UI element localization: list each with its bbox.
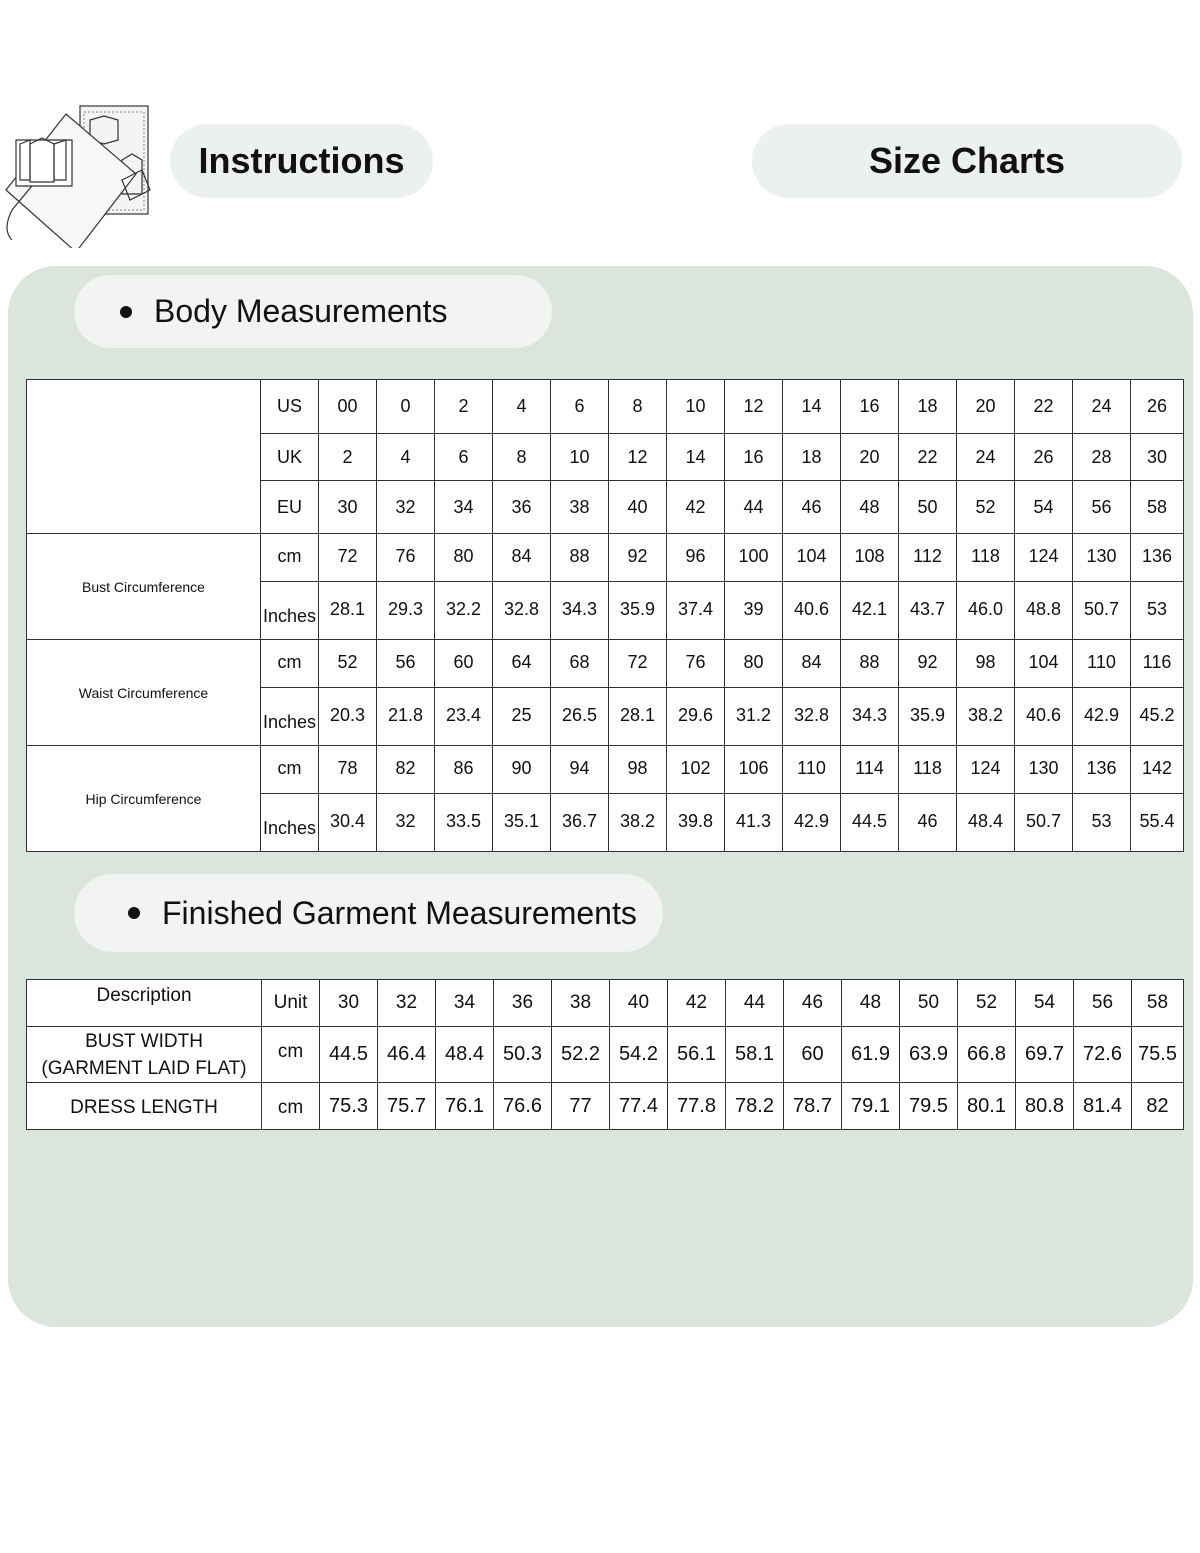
unit-cell: cm <box>261 640 319 688</box>
measurement-value-cell: 102 <box>667 746 725 794</box>
measurement-value-cell: 30.4 <box>319 794 377 852</box>
measurement-value-cell: 72 <box>319 534 377 582</box>
measurement-value-cell: 136 <box>1073 746 1131 794</box>
garment-value-cell: 56.1 <box>668 1027 726 1083</box>
measurement-value-cell: 36.7 <box>551 794 609 852</box>
size-value-cell: 26 <box>1131 380 1184 434</box>
sewing-pattern-logo-icon <box>2 100 152 248</box>
measurement-value-cell: 42.9 <box>1073 688 1131 746</box>
measurement-value-cell: 25 <box>493 688 551 746</box>
bullet-icon <box>120 306 132 318</box>
garment-value-cell: 76.6 <box>494 1083 552 1130</box>
measurement-value-cell: 106 <box>725 746 783 794</box>
size-value-cell: 2 <box>319 434 377 481</box>
measurement-value-cell: 39 <box>725 582 783 640</box>
size-header-cell: 56 <box>1074 980 1132 1027</box>
measurement-value-cell: 104 <box>1015 640 1073 688</box>
measurement-value-cell: 41.3 <box>725 794 783 852</box>
measurement-value-cell: 64 <box>493 640 551 688</box>
finished-garment-heading <box>74 874 663 952</box>
size-value-cell: 42 <box>667 481 725 534</box>
measurement-value-cell: 42.9 <box>783 794 841 852</box>
garment-measurement-label: BUST WIDTH (GARMENT LAID FLAT) <box>27 1027 262 1083</box>
finished-garment-table <box>26 979 1184 1130</box>
size-value-cell: 54 <box>1015 481 1073 534</box>
size-value-cell: 36 <box>493 481 551 534</box>
size-value-cell: 44 <box>725 481 783 534</box>
measurement-value-cell: 53 <box>1073 794 1131 852</box>
measurement-value-cell: 32 <box>377 794 435 852</box>
measurement-value-cell: 28.1 <box>609 688 667 746</box>
measurement-value-cell: 86 <box>435 746 493 794</box>
garment-value-cell: 52.2 <box>552 1027 610 1083</box>
garment-value-cell: 69.7 <box>1016 1027 1074 1083</box>
measurement-value-cell: 98 <box>609 746 667 794</box>
garment-value-cell: 61.9 <box>842 1027 900 1083</box>
garment-value-cell: 79.5 <box>900 1083 958 1130</box>
measurement-value-cell: 29.6 <box>667 688 725 746</box>
garment-value-cell: 44.5 <box>320 1027 378 1083</box>
size-value-cell: 48 <box>841 481 899 534</box>
measurement-value-cell: 43.7 <box>899 582 957 640</box>
measurement-value-cell: 80 <box>435 534 493 582</box>
size-value-cell: 20 <box>957 380 1015 434</box>
measurement-value-cell: 108 <box>841 534 899 582</box>
size-value-cell: 14 <box>783 380 841 434</box>
measurement-value-cell: 31.2 <box>725 688 783 746</box>
unit-cell: cm <box>262 1083 320 1130</box>
measurement-value-cell: 45.2 <box>1131 688 1184 746</box>
size-value-cell: 28 <box>1073 434 1131 481</box>
size-value-cell: 10 <box>667 380 725 434</box>
size-value-cell: 34 <box>435 481 493 534</box>
measurement-value-cell: 130 <box>1015 746 1073 794</box>
size-value-cell: 24 <box>957 434 1015 481</box>
size-value-cell: 58 <box>1131 481 1184 534</box>
measurement-value-cell: 53 <box>1131 582 1184 640</box>
garment-value-cell: 79.1 <box>842 1083 900 1130</box>
size-value-cell: 56 <box>1073 481 1131 534</box>
measurement-label: Bust Circumference <box>27 534 261 640</box>
garment-value-cell: 80.1 <box>958 1083 1016 1130</box>
size-value-cell: 4 <box>377 434 435 481</box>
size-system-label: UK <box>261 434 319 481</box>
size-charts-label: Size Charts <box>868 140 1066 181</box>
measurement-value-cell: 46.0 <box>957 582 1015 640</box>
measurement-value-cell: 35.1 <box>493 794 551 852</box>
measurement-value-cell: 96 <box>667 534 725 582</box>
unit-cell: Inches <box>261 582 319 640</box>
size-value-cell: 22 <box>899 434 957 481</box>
garment-measurement-label: DRESS LENGTH <box>27 1083 262 1130</box>
size-charts-button[interactable] <box>752 124 1182 198</box>
measurement-value-cell: 92 <box>899 640 957 688</box>
garment-value-cell: 81.4 <box>1074 1083 1132 1130</box>
measurement-value-cell: 32.8 <box>783 688 841 746</box>
measurement-value-cell: 110 <box>1073 640 1131 688</box>
size-value-cell: 2 <box>435 380 493 434</box>
measurement-value-cell: 34.3 <box>551 582 609 640</box>
table-header-row <box>27 980 1184 1027</box>
size-header-cell: 34 <box>436 980 494 1027</box>
size-value-cell: 6 <box>435 434 493 481</box>
measurement-value-cell: 72 <box>609 640 667 688</box>
measurement-value-cell: 35.9 <box>609 582 667 640</box>
measurement-value-cell: 52 <box>319 640 377 688</box>
size-value-cell: 30 <box>319 481 377 534</box>
measurement-value-cell: 118 <box>957 534 1015 582</box>
garment-value-cell: 58.1 <box>726 1027 784 1083</box>
garment-value-cell: 76.1 <box>436 1083 494 1130</box>
size-header-cell: 42 <box>668 980 726 1027</box>
size-value-cell: 4 <box>493 380 551 434</box>
measurement-value-cell: 82 <box>377 746 435 794</box>
garment-value-cell: 80.8 <box>1016 1083 1074 1130</box>
measurement-value-cell: 88 <box>841 640 899 688</box>
size-header-cell: 32 <box>378 980 436 1027</box>
table-row <box>27 380 1184 434</box>
measurement-value-cell: 84 <box>783 640 841 688</box>
size-header-cell: 46 <box>784 980 842 1027</box>
measurement-value-cell: 33.5 <box>435 794 493 852</box>
measurement-value-cell: 35.9 <box>899 688 957 746</box>
size-header-cell: 50 <box>900 980 958 1027</box>
body-measurements-title: Body Measurements <box>154 293 448 329</box>
measurement-value-cell: 78 <box>319 746 377 794</box>
garment-value-cell: 60 <box>784 1027 842 1083</box>
measurement-value-cell: 98 <box>957 640 1015 688</box>
measurement-value-cell: 110 <box>783 746 841 794</box>
measurement-value-cell: 124 <box>957 746 1015 794</box>
size-value-cell: 26 <box>1015 434 1073 481</box>
size-header-cell: 30 <box>320 980 378 1027</box>
measurement-value-cell: 88 <box>551 534 609 582</box>
table-row <box>27 746 1184 794</box>
measurement-value-cell: 50.7 <box>1015 794 1073 852</box>
size-value-cell: 30 <box>1131 434 1184 481</box>
measurement-value-cell: 32.2 <box>435 582 493 640</box>
size-header-cell: 40 <box>610 980 668 1027</box>
measurement-value-cell: 23.4 <box>435 688 493 746</box>
measurement-value-cell: 92 <box>609 534 667 582</box>
measurement-value-cell: 124 <box>1015 534 1073 582</box>
unit-cell: Inches <box>261 794 319 852</box>
measurement-value-cell: 44.5 <box>841 794 899 852</box>
measurement-value-cell: 142 <box>1131 746 1184 794</box>
size-value-cell: 16 <box>725 434 783 481</box>
garment-value-cell: 54.2 <box>610 1027 668 1083</box>
measurement-value-cell: 76 <box>377 534 435 582</box>
unit-header: Unit <box>262 980 320 1027</box>
measurement-value-cell: 20.3 <box>319 688 377 746</box>
description-header: Description <box>27 980 262 1027</box>
measurement-value-cell: 46 <box>899 794 957 852</box>
measurement-value-cell: 80 <box>725 640 783 688</box>
measurement-value-cell: 94 <box>551 746 609 794</box>
instructions-button[interactable] <box>170 124 433 198</box>
size-header-cell: 58 <box>1132 980 1184 1027</box>
size-value-cell: 18 <box>783 434 841 481</box>
garment-value-cell: 77.4 <box>610 1083 668 1130</box>
size-value-cell: 12 <box>609 434 667 481</box>
measurement-value-cell: 37.4 <box>667 582 725 640</box>
measurement-value-cell: 56 <box>377 640 435 688</box>
measurement-value-cell: 104 <box>783 534 841 582</box>
unit-cell: Inches <box>261 688 319 746</box>
size-value-cell: 24 <box>1073 380 1131 434</box>
bullet-icon <box>128 907 140 919</box>
size-value-cell: 20 <box>841 434 899 481</box>
measurement-value-cell: 136 <box>1131 534 1184 582</box>
size-system-label: EU <box>261 481 319 534</box>
measurement-value-cell: 26.5 <box>551 688 609 746</box>
measurement-value-cell: 38.2 <box>609 794 667 852</box>
table-row <box>27 534 1184 582</box>
unit-cell: cm <box>262 1027 320 1083</box>
size-header-cell: 44 <box>726 980 784 1027</box>
garment-value-cell: 75.5 <box>1132 1027 1184 1083</box>
measurement-value-cell: 42.1 <box>841 582 899 640</box>
size-value-cell: 46 <box>783 481 841 534</box>
garment-value-cell: 75.7 <box>378 1083 436 1130</box>
garment-value-cell: 78.7 <box>784 1083 842 1130</box>
body-measurements-heading <box>74 275 552 348</box>
garment-value-cell: 48.4 <box>436 1027 494 1083</box>
measurement-value-cell: 21.8 <box>377 688 435 746</box>
body-measurements-table <box>26 379 1184 852</box>
measurement-value-cell: 40.6 <box>1015 688 1073 746</box>
garment-value-cell: 46.4 <box>378 1027 436 1083</box>
measurement-value-cell: 28.1 <box>319 582 377 640</box>
garment-value-cell: 75.3 <box>320 1083 378 1130</box>
size-value-cell: 16 <box>841 380 899 434</box>
measurement-value-cell: 116 <box>1131 640 1184 688</box>
measurement-value-cell: 76 <box>667 640 725 688</box>
measurement-value-cell: 90 <box>493 746 551 794</box>
size-system-label: US <box>261 380 319 434</box>
table-row <box>27 640 1184 688</box>
measurement-label: Hip Circumference <box>27 746 261 852</box>
measurement-value-cell: 40.6 <box>783 582 841 640</box>
instructions-label: Instructions <box>198 140 405 181</box>
garment-value-cell: 77.8 <box>668 1083 726 1130</box>
measurement-value-cell: 38.2 <box>957 688 1015 746</box>
measurement-value-cell: 118 <box>899 746 957 794</box>
measurement-value-cell: 114 <box>841 746 899 794</box>
size-header-cell: 54 <box>1016 980 1074 1027</box>
measurement-value-cell: 29.3 <box>377 582 435 640</box>
measurement-value-cell: 50.7 <box>1073 582 1131 640</box>
size-value-cell: 10 <box>551 434 609 481</box>
measurement-value-cell: 39.8 <box>667 794 725 852</box>
size-value-cell: 38 <box>551 481 609 534</box>
garment-value-cell: 77 <box>552 1083 610 1130</box>
size-header-cell: 38 <box>552 980 610 1027</box>
finished-garment-title: Finished Garment Measurements <box>162 894 637 931</box>
size-value-cell: 22 <box>1015 380 1073 434</box>
unit-cell: cm <box>261 534 319 582</box>
garment-value-cell: 66.8 <box>958 1027 1016 1083</box>
table-row <box>27 1027 1184 1083</box>
measurement-value-cell: 100 <box>725 534 783 582</box>
measurement-value-cell: 48.8 <box>1015 582 1073 640</box>
size-value-cell: 0 <box>377 380 435 434</box>
measurement-value-cell: 32.8 <box>493 582 551 640</box>
size-value-cell: 52 <box>957 481 1015 534</box>
size-value-cell: 8 <box>609 380 667 434</box>
measurement-value-cell: 55.4 <box>1131 794 1184 852</box>
size-value-cell: 40 <box>609 481 667 534</box>
garment-value-cell: 78.2 <box>726 1083 784 1130</box>
measurement-value-cell: 48.4 <box>957 794 1015 852</box>
measurement-value-cell: 112 <box>899 534 957 582</box>
size-value-cell: 8 <box>493 434 551 481</box>
size-value-cell: 14 <box>667 434 725 481</box>
garment-value-cell: 82 <box>1132 1083 1184 1130</box>
size-value-cell: 50 <box>899 481 957 534</box>
garment-value-cell: 63.9 <box>900 1027 958 1083</box>
measurement-value-cell: 34.3 <box>841 688 899 746</box>
unit-cell: cm <box>261 746 319 794</box>
measurement-value-cell: 84 <box>493 534 551 582</box>
blank-header-cell <box>27 380 261 534</box>
size-value-cell: 18 <box>899 380 957 434</box>
size-header-cell: 52 <box>958 980 1016 1027</box>
size-value-cell: 6 <box>551 380 609 434</box>
measurement-value-cell: 130 <box>1073 534 1131 582</box>
size-header-cell: 48 <box>842 980 900 1027</box>
size-value-cell: 00 <box>319 380 377 434</box>
garment-value-cell: 72.6 <box>1074 1027 1132 1083</box>
size-header-cell: 36 <box>494 980 552 1027</box>
garment-value-cell: 50.3 <box>494 1027 552 1083</box>
size-value-cell: 12 <box>725 380 783 434</box>
measurement-label: Waist Circumference <box>27 640 261 746</box>
measurement-value-cell: 68 <box>551 640 609 688</box>
measurement-value-cell: 60 <box>435 640 493 688</box>
size-value-cell: 32 <box>377 481 435 534</box>
table-row <box>27 1083 1184 1130</box>
